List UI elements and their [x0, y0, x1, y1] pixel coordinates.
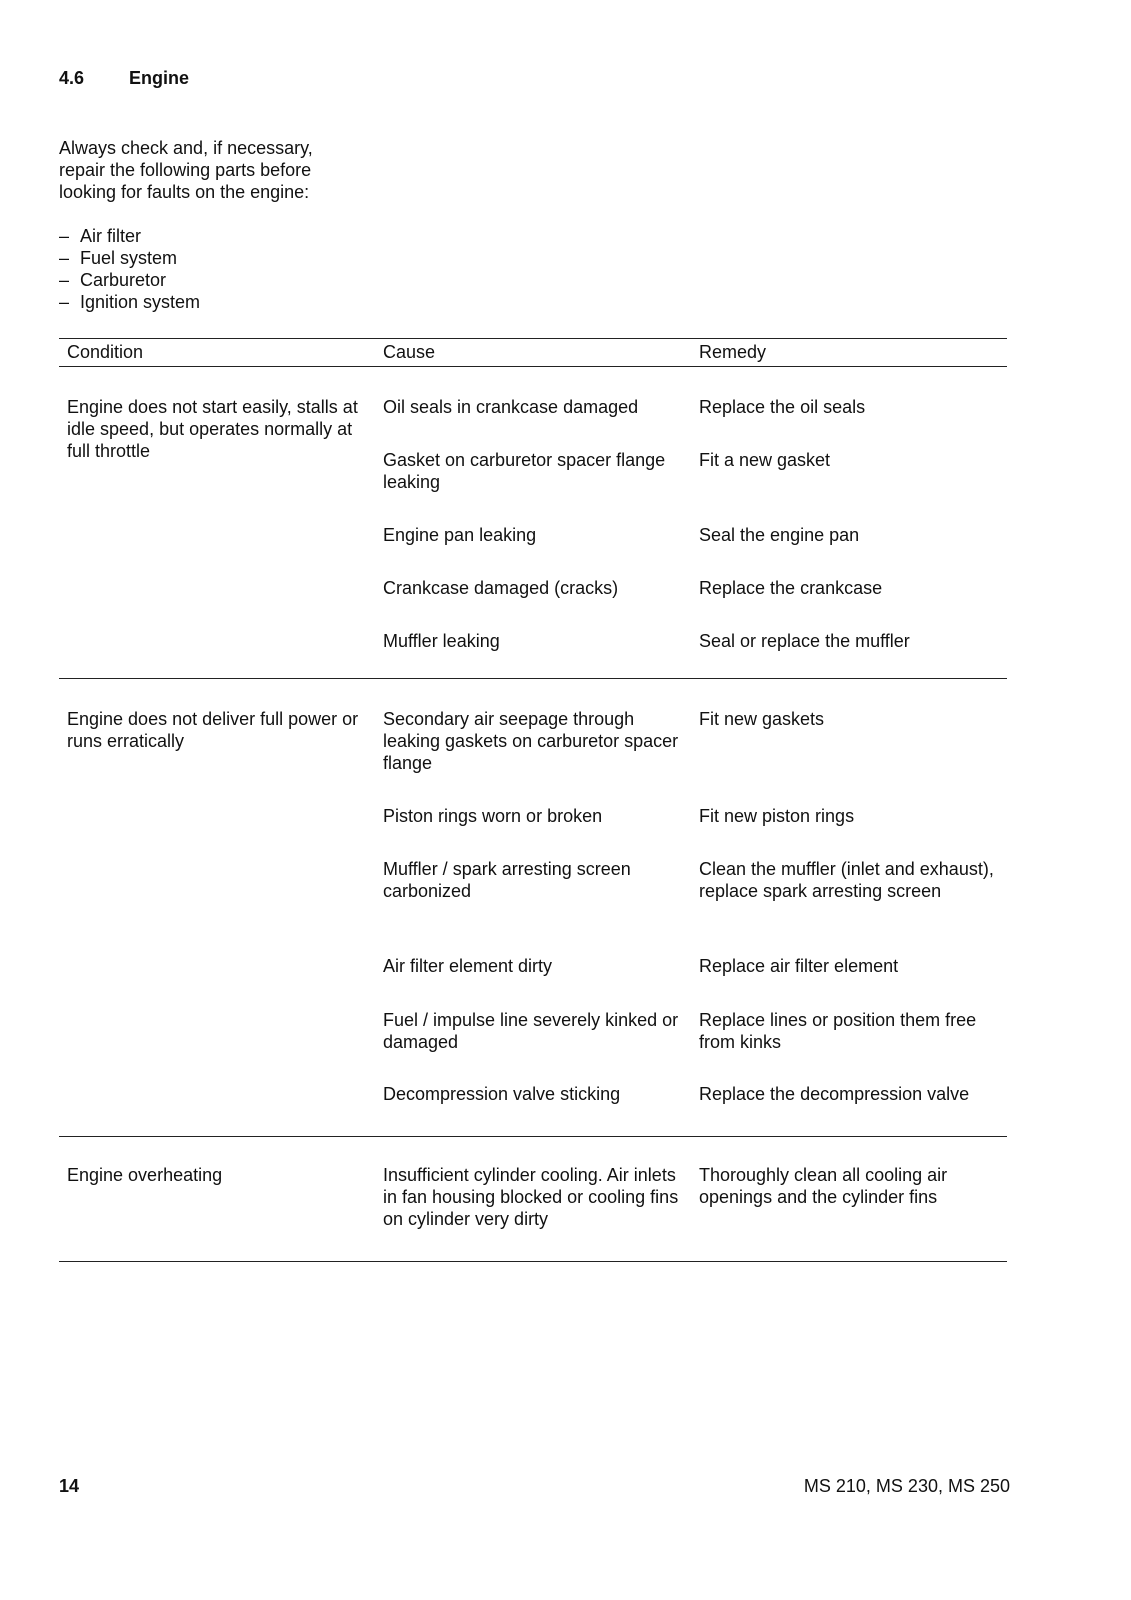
cause-cell: Insufficient cylinder cooling. Air inlets in fan housing blocked or cooling fins on cylinder very dirty [383, 1165, 679, 1229]
remedy-cell: Seal the engine pan [699, 525, 860, 545]
intro-paragraph: Always check and, if necessary, repair the following parts before looking for faults on the engine: [59, 138, 313, 202]
page-number: 14 [59, 1476, 80, 1496]
cause-cell: Piston rings worn or broken [383, 806, 603, 826]
remedy-cell: Clean the muffler (inlet and exhaust), replace spark arresting screen [699, 859, 994, 901]
cause-cell: Muffler leaking [383, 631, 500, 651]
dash-marker: – [59, 270, 70, 290]
cause-cell: Air filter element dirty [383, 956, 553, 976]
remedy-cell: Replace the crankcase [699, 578, 883, 598]
remedy-cell: Replace lines or position them free from kinks [699, 1010, 977, 1052]
cause-cell: Engine pan leaking [383, 525, 537, 545]
cause-cell: Crankcase damaged (cracks) [383, 578, 619, 598]
cause-cell: Gasket on carburetor spacer flange leaking [383, 450, 666, 492]
cause-cell: Secondary air seepage through leaking gaskets on carburetor spacer flange [383, 709, 679, 773]
model-names: MS 210, MS 230, MS 250 [803, 1476, 1010, 1496]
header-cause: Cause [383, 342, 436, 362]
cause-cell: Muffler / spark arresting screen carbonized [383, 859, 631, 901]
dash-marker: – [59, 226, 70, 246]
checklist-item [59, 247, 200, 269]
remedy-cell: Fit new piston rings [699, 806, 855, 826]
remedy-cell: Fit new gaskets [699, 709, 825, 729]
checklist-item [59, 269, 200, 291]
checklist [59, 225, 200, 313]
checklist-item-text: Carburetor [80, 270, 167, 290]
checklist-item-text: Fuel system [80, 248, 178, 268]
section-number: 4.6 [59, 68, 85, 88]
cause-cell: Oil seals in crankcase damaged [383, 397, 639, 417]
table-header [59, 338, 1007, 367]
cause-cell: Fuel / impulse line severely kinked or damaged [383, 1010, 679, 1052]
checklist-item [59, 291, 200, 313]
header-condition: Condition [67, 342, 144, 362]
section-title: Engine [129, 68, 190, 88]
remedy-cell: Replace air filter element [699, 956, 899, 976]
dash-marker: – [59, 292, 70, 312]
table-group [59, 679, 1007, 1137]
condition-cell: Engine does not start easily, stalls at idle speed, but operates normally at full throttle [67, 397, 358, 461]
condition-cell: Engine overheating [67, 1165, 223, 1185]
troubleshooting-table [59, 338, 1007, 1262]
table-group [59, 1137, 1007, 1262]
remedy-cell: Fit a new gasket [699, 450, 831, 470]
cause-cell: Decompression valve sticking [383, 1084, 621, 1104]
remedy-cell: Thoroughly clean all cooling air openings and the cylinder fins [699, 1165, 948, 1207]
remedy-cell: Seal or replace the muffler [699, 631, 910, 651]
table-group [59, 367, 1007, 679]
dash-marker: – [59, 248, 70, 268]
condition-cell: Engine does not deliver full power or runs erratically [67, 709, 359, 751]
remedy-cell: Replace the decompression valve [699, 1084, 970, 1104]
remedy-cell: Replace the oil seals [699, 397, 866, 417]
header-remedy: Remedy [699, 342, 767, 362]
checklist-item [59, 225, 200, 247]
checklist-item-text: Ignition system [80, 292, 201, 312]
checklist-item-text: Air filter [80, 226, 142, 246]
section-heading [59, 67, 189, 89]
